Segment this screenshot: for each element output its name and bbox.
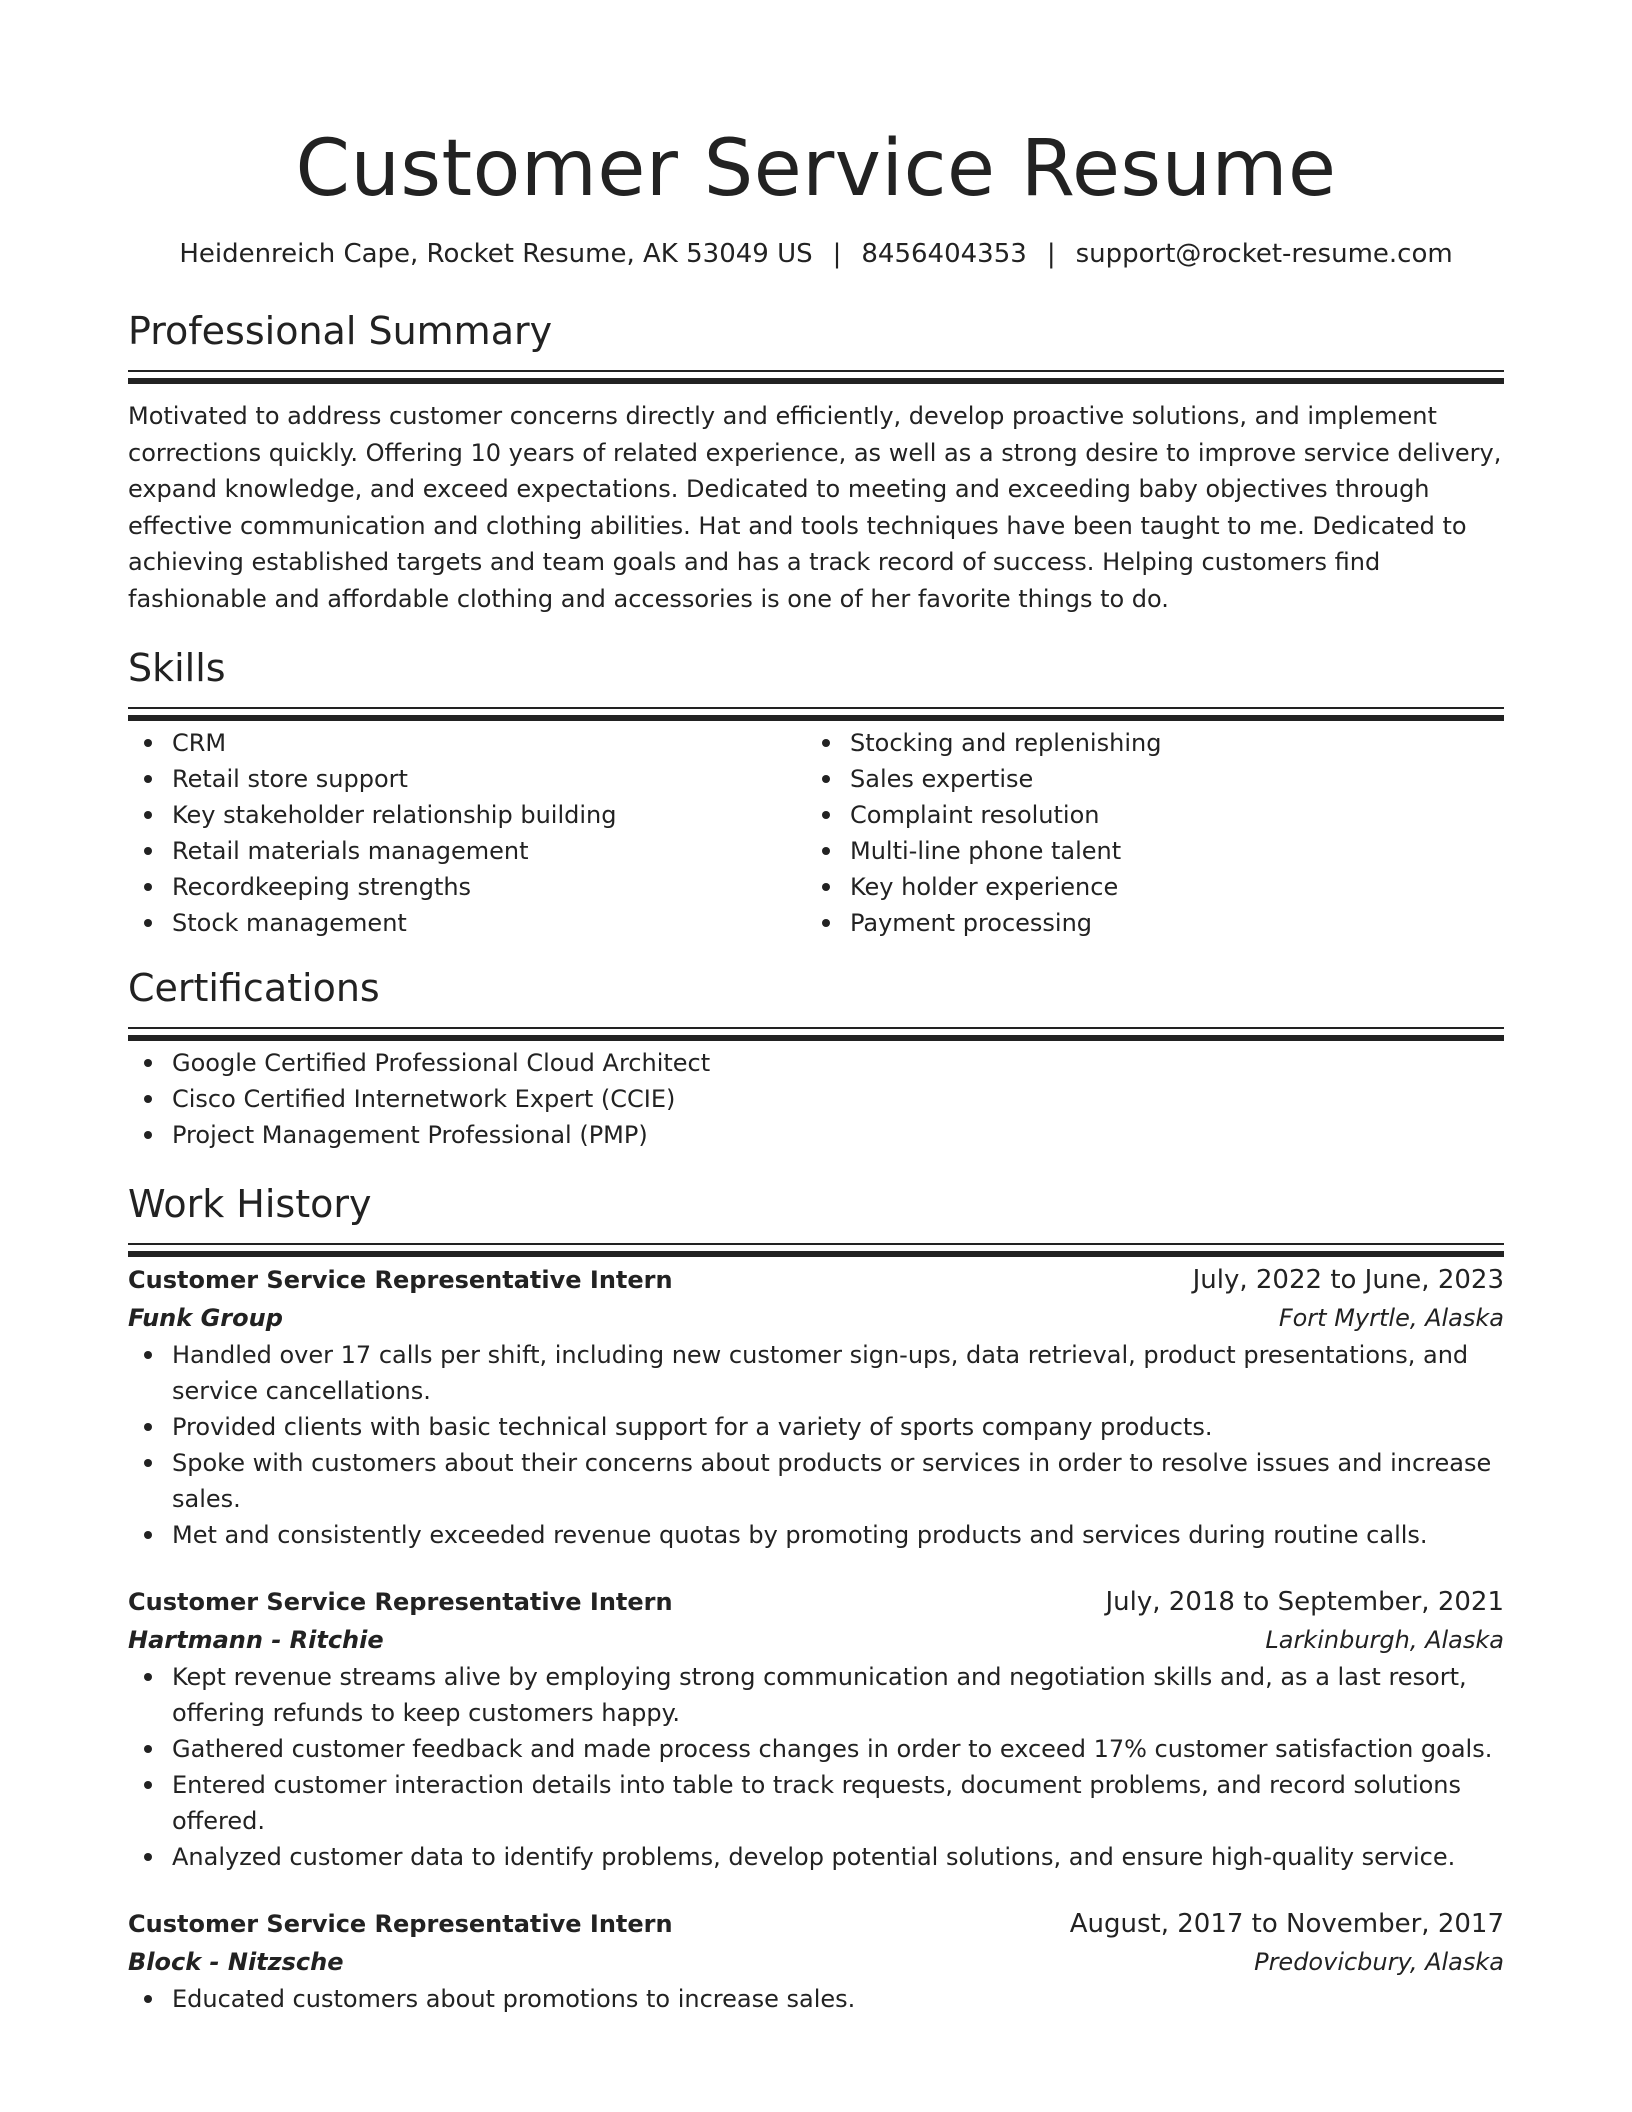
- contact-separator: |: [832, 239, 842, 269]
- job-header-row: [128, 1583, 1504, 1621]
- skill-item: Stock management: [128, 905, 806, 941]
- certification-item: Project Management Professional (PMP): [128, 1117, 1504, 1153]
- job-location: Larkinburgh, Alaska: [1265, 1626, 1504, 1654]
- certification-item: Google Certified Professional Cloud Architect: [128, 1045, 1504, 1081]
- job-company: Hartmann - Ritchie: [128, 1626, 384, 1654]
- summary-heading: Professional Summary: [128, 309, 553, 353]
- resume-title: Customer Service Resume: [295, 124, 1337, 214]
- job-bullet-list: [128, 1981, 1504, 2017]
- skill-item: Stocking and replenishing: [806, 725, 1484, 761]
- job-entry: [128, 1583, 1504, 1875]
- skill-item: Recordkeeping strengths: [128, 869, 806, 905]
- section-divider: [128, 370, 1504, 372]
- skills-left-list: [128, 725, 806, 941]
- job-bullet: Provided clients with basic technical support for a variety of sports company products.: [128, 1409, 1504, 1445]
- skill-item: Key holder experience: [806, 869, 1484, 905]
- job-entry: [128, 1261, 1504, 1553]
- contact-phone: 8456404353: [861, 239, 1027, 269]
- summary-text: Motivated to address customer concerns directly and efficiently, develop proactive solutions, and implement corrections quickly. Offering 10 years of related experience, as well as a strong desire to improve service delivery, expand knowledge, and exceed expectations. Dedicated to meeting and exceeding baby objectives through effective communication and clothing abilities. Hat and tools techniques have been taught to me. Dedicated to achieving established targets and team goals and has a track record of success. Helping customers find fashionable and affordable clothing and accessories is one of her favorite things to do.: [128, 402, 1502, 613]
- job-company: Block - Nitzsche: [128, 1948, 344, 1976]
- skill-item: Key stakeholder relationship building: [128, 797, 806, 833]
- job-bullet: Educated customers about promotions to increase sales.: [128, 1981, 1504, 2017]
- job-bullet-list: [128, 1659, 1504, 1875]
- skill-item: Complaint resolution: [806, 797, 1484, 833]
- job-header-row: [128, 1261, 1504, 1299]
- section-divider: [128, 707, 1504, 709]
- skill-item: CRM: [128, 725, 806, 761]
- job-dates: July, 2022 to June, 2023: [1192, 1265, 1504, 1295]
- section-divider: [128, 1243, 1504, 1245]
- resume-page: [128, 0, 1504, 2017]
- skills-right-list: [806, 725, 1484, 941]
- job-dates: August, 2017 to November, 2017: [1069, 1909, 1504, 1939]
- job-bullet: Gathered customer feedback and made process changes in order to exceed 17% customer satisfaction goals.: [128, 1731, 1504, 1767]
- job-company: Funk Group: [128, 1304, 283, 1332]
- contact-separator: |: [1046, 239, 1056, 269]
- job-bullet: Kept revenue streams alive by employing strong communication and negotiation skills and, as a last resort, offering refunds to keep customers happy.: [128, 1659, 1504, 1731]
- job-company-row: [128, 1299, 1504, 1337]
- job-bullet: Handled over 17 calls per shift, including new customer sign-ups, data retrieval, product presentations, and service cancellations.: [128, 1337, 1504, 1409]
- skills-section: [128, 643, 1504, 941]
- job-title: Customer Service Representative Intern: [128, 1266, 673, 1294]
- job-header-row: [128, 1905, 1504, 1943]
- job-dates: July, 2018 to September, 2021: [1105, 1587, 1504, 1617]
- job-location: Predovicbury, Alaska: [1254, 1948, 1504, 1976]
- job-bullet-list: [128, 1337, 1504, 1553]
- skill-item: Payment processing: [806, 905, 1484, 941]
- contact-line: [128, 236, 1504, 272]
- skill-item: Retail materials management: [128, 833, 806, 869]
- job-bullet: Met and consistently exceeded revenue quotas by promoting products and services during routine calls.: [128, 1517, 1504, 1553]
- skill-item: Sales expertise: [806, 761, 1484, 797]
- job-company-row: [128, 1621, 1504, 1659]
- job-bullet: Entered customer interaction details into table to track requests, document problems, and record solutions offered.: [128, 1767, 1504, 1839]
- job-title: Customer Service Representative Intern: [128, 1910, 673, 1938]
- work-history-heading: Work History: [128, 1182, 372, 1226]
- certifications-section: [128, 963, 1504, 1153]
- job-entry: [128, 1905, 1504, 2017]
- contact-address: Heidenreich Cape, Rocket Resume, AK 53049 US: [179, 239, 813, 269]
- certification-item: Cisco Certified Internetwork Expert (CCIE): [128, 1081, 1504, 1117]
- job-title: Customer Service Representative Intern: [128, 1588, 673, 1616]
- skills-heading: Skills: [128, 646, 226, 690]
- skills-grid: [128, 725, 1504, 941]
- certifications-heading: Certifications: [128, 966, 380, 1010]
- skill-item: Multi-line phone talent: [806, 833, 1484, 869]
- section-divider: [128, 1027, 1504, 1029]
- certifications-list: [128, 1045, 1504, 1153]
- job-location: Fort Myrtle, Alaska: [1278, 1304, 1504, 1332]
- work-history-section: [128, 1179, 1504, 2017]
- skill-item: Retail store support: [128, 761, 806, 797]
- job-company-row: [128, 1943, 1504, 1981]
- summary-section: [128, 306, 1504, 617]
- job-bullet: Analyzed customer data to identify problems, develop potential solutions, and ensure high-quality service.: [128, 1839, 1504, 1875]
- job-bullet: Spoke with customers about their concerns about products or services in order to resolve issues and increase sales.: [128, 1445, 1504, 1517]
- contact-email: support@rocket-resume.com: [1075, 239, 1453, 269]
